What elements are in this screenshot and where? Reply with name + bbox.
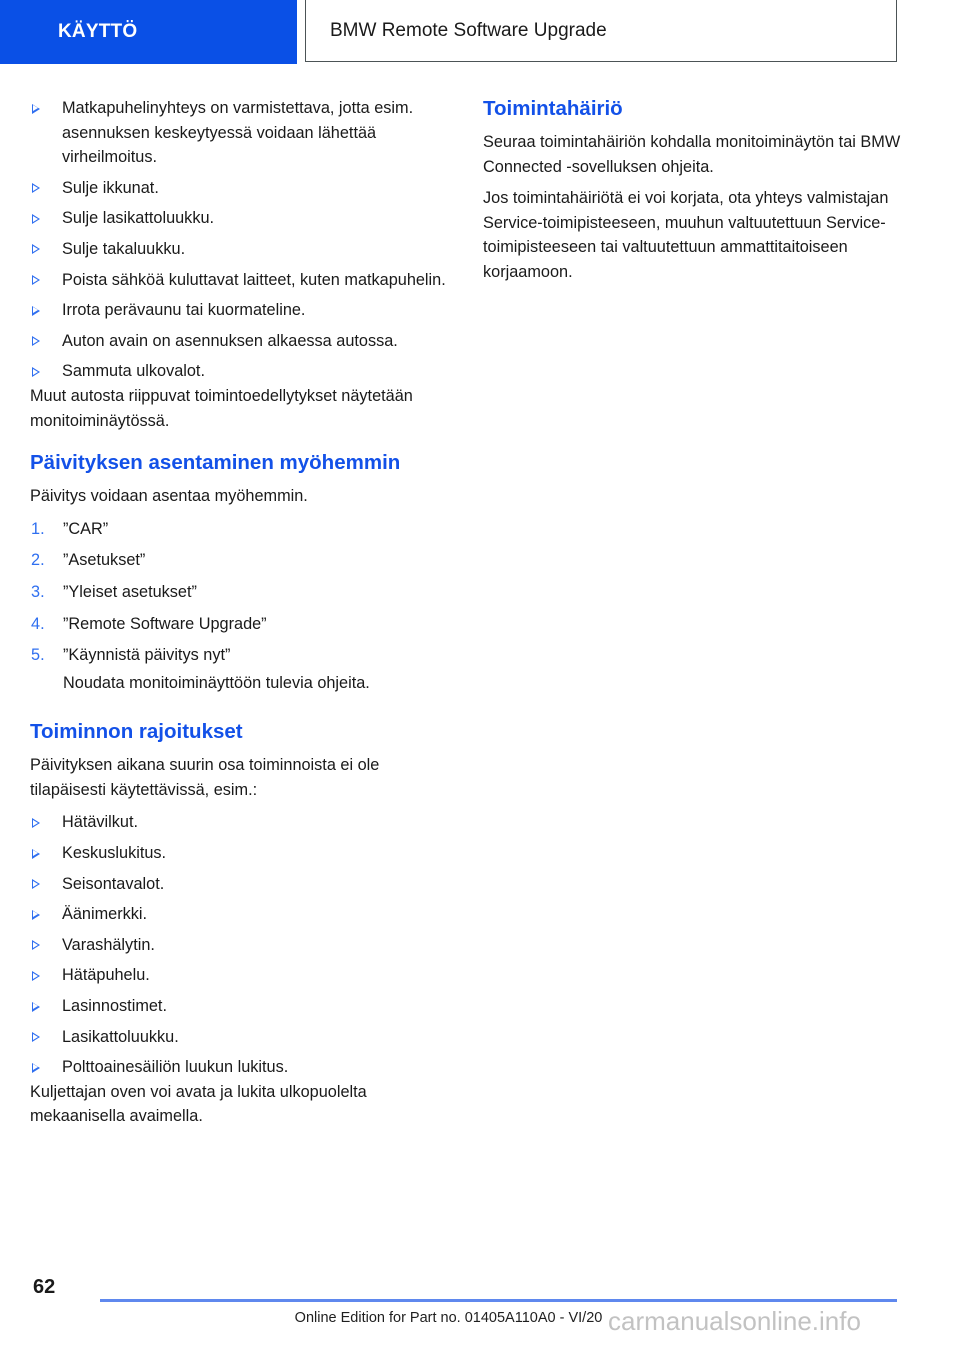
triangle-bullet-icon [32,104,40,114]
list-item [30,841,450,866]
spacer [30,509,450,517]
list-item-label: Polttoainesäiliön luukun lukitus. [62,1058,289,1077]
list-item [30,872,450,897]
triangle-bullet-icon [32,244,40,254]
step-sub-note: Noudata monitoiminäyttöön tulevia ohjeita. [63,673,370,692]
section-heading-install-later: Päivityksen asentaminen myöhemmin [30,451,401,475]
spacer [30,476,450,484]
list-item-label: Keskuslukitus. [62,844,167,863]
page-title-box [305,0,897,62]
limitations-bullet-list [30,810,450,1079]
step-label: ”Yleiset asetukset” [63,582,197,601]
list-item-label: Hätäpuhelu. [62,966,150,985]
list-item [30,580,450,605]
spacer [483,122,903,130]
page-title: BMW Remote Software Upgrade [330,19,607,41]
chapter-tab [0,0,297,64]
list-item-label: Äänimerkki. [62,905,148,924]
list-item-label: Lasinnostimet. [62,997,167,1016]
list-item [30,206,450,231]
triangle-bullet-icon [32,1063,40,1073]
list-item-label: Poista sähköä kuluttavat laitteet, kuten matkapuhelin. [62,270,446,289]
list-item [30,359,450,384]
list-item [30,298,450,323]
install-later-steps [30,517,450,696]
list-item [30,548,450,573]
limitations-intro: Päivityksen aikana suurin osa toiminnoista ei ole tilapäisesti käytettävissä, esim.: [30,756,380,799]
list-item [30,902,450,927]
section-heading-malfunction: Toimintahäiriö [483,97,623,120]
triangle-bullet-icon [32,849,40,859]
prerequisite-bullet-list [30,96,450,384]
list-item [30,643,450,695]
list-item [30,933,450,958]
list-item-label: Irrota perävaunu tai kuormateline. [62,301,306,320]
left-column [30,96,450,1129]
malfunction-paragraph-2: Jos toimintahäiriötä ei voi korjata, ota yhteys valmistajan Service-toimipisteeseen, muuhun valtuutettuun Service-toimipisteeseen tai valtuutettuun ammattitaitoiseen korjaamoon. [483,189,889,281]
section-heading-limitations: Toiminnon rajoitukset [30,720,243,744]
spacer [30,745,450,753]
list-item [30,810,450,835]
triangle-bullet-icon [32,275,40,285]
step-label: ”Asetukset” [63,551,146,570]
page-number: 62 [33,1276,56,1298]
step-label: ”CAR” [63,519,109,538]
list-item-label: Seisontavalot. [62,874,165,893]
spacer [30,433,450,450]
list-item [30,1055,450,1080]
chapter-tab-label: KÄYTTÖ [58,21,138,42]
list-item [30,329,450,354]
triangle-bullet-icon [32,940,40,950]
triangle-bullet-icon [32,971,40,981]
list-item [30,237,450,262]
list-item [30,963,450,988]
triangle-bullet-icon [32,1032,40,1042]
list-item-label: Hätävilkut. [62,813,139,832]
list-item-label: Auton avain on asennuksen alkaessa autossa. [62,331,398,350]
list-item-label: Matkapuhelinyhteys on varmistettava, jotta esim. asennuksen keskeytyessä voidaan lähettää virheilmoitus. [62,99,414,167]
footer-divider [100,1299,897,1302]
list-item [30,994,450,1019]
list-item-label: Sulje takaluukku. [62,239,186,258]
list-item [30,612,450,637]
list-item [30,176,450,201]
triangle-bullet-icon [32,879,40,889]
page-header [0,0,960,64]
spacer [30,702,450,719]
malfunction-paragraph-1: Seuraa toimintahäiriön kohdalla monitoiminäytön tai BMW Connected -sovelluksen ohjeita. [483,133,901,176]
limitations-note: Kuljettajan oven voi avata ja lukita ulkopuolelta mekaanisella avaimella. [30,1082,367,1126]
prerequisite-note: Muut autosta riippuvat toimintoedellytykset näytetään monitoiminäytössä. [30,386,413,430]
step-label: ”Käynnistä päivitys nyt” [63,646,231,665]
watermark: carmanualsonline.info [608,1306,861,1336]
edition-note: Online Edition for Part no. 01405A110A0 - VI/20 [294,1310,603,1326]
list-item [30,268,450,293]
triangle-bullet-icon [32,336,40,346]
triangle-bullet-icon [32,910,40,920]
list-item-label: Lasikattoluukku. [62,1027,179,1046]
page-footer [0,1270,960,1362]
list-item-label: Sulje ikkunat. [62,178,159,197]
list-item [30,517,450,542]
list-item-label: Varashälytin. [62,935,155,954]
list-item [30,96,450,170]
triangle-bullet-icon [32,306,40,316]
step-label: ”Remote Software Upgrade” [63,614,267,633]
triangle-bullet-icon [32,183,40,193]
list-item-label: Sulje lasikattoluukku. [62,209,215,228]
triangle-bullet-icon [32,214,40,224]
list-item-label: Sammuta ulkovalot. [62,362,205,381]
triangle-bullet-icon [32,1002,40,1012]
triangle-bullet-icon [32,818,40,828]
triangle-bullet-icon [32,367,40,377]
right-column [483,96,903,285]
install-later-intro: Päivitys voidaan asentaa myöhemmin. [30,487,308,506]
list-item [30,1025,450,1050]
spacer [30,802,450,810]
